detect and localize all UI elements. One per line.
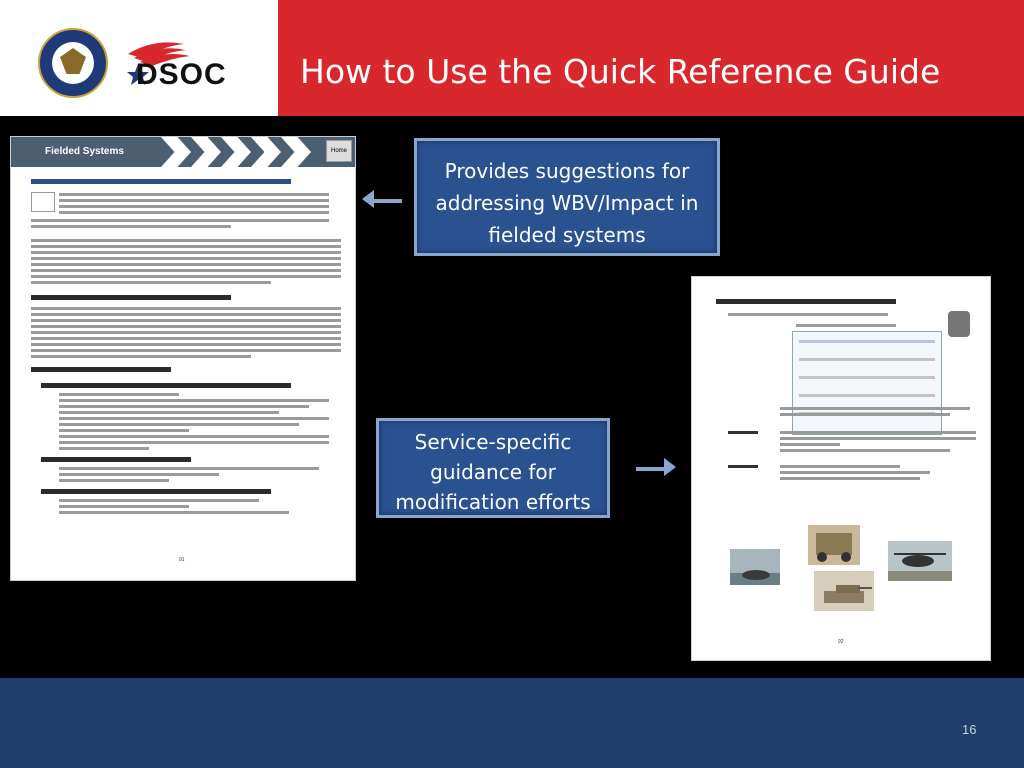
bullet-line [59,423,299,426]
chevron-icon [251,137,281,167]
section-heading [41,457,191,462]
bullet-line [59,511,289,514]
section-heading [41,489,271,494]
section-heading [716,299,896,304]
text-line [31,269,341,272]
footer-bar [0,678,1024,768]
text-line [31,251,341,254]
text-line [728,313,888,316]
banner-title: Fielded Systems [45,146,124,157]
chevron-icon [281,137,311,167]
chevron-icon [191,137,221,167]
arrow-left-head-icon [362,190,374,208]
table-row [799,394,935,397]
bullet-line [59,429,189,432]
helicopter-photo-icon [888,541,952,581]
boat-photo-icon [730,549,780,585]
text-line [31,239,341,242]
seat-image-icon [948,311,970,337]
text-line [31,281,271,284]
text-line [780,437,976,440]
page-number: 91 [179,557,185,563]
text-line [780,477,920,480]
arrow-left-icon [370,199,402,203]
text-line [31,275,341,278]
bullet-line [59,479,169,482]
page-title: How to Use the Quick Reference Guide [300,52,941,91]
bullet-line [59,435,329,438]
bullet-line [59,411,279,414]
home-button[interactable]: Home [326,140,352,162]
bullet-line [59,467,319,470]
tank-photo-icon [814,571,874,611]
modification-table [792,331,942,435]
dsoc-logo-text: DSOC [136,58,227,91]
arrow-right-head-icon [664,458,676,476]
header-logo-area [0,0,278,116]
slide-number: 16 [962,722,977,737]
text-line [31,245,341,248]
bullet-line [59,499,259,502]
text-line [780,465,900,468]
text-line [31,331,341,334]
text-line [59,205,329,208]
text-line [31,337,341,340]
text-line [780,413,950,416]
text-line [31,307,341,310]
signal-thumbnail-icon [31,192,55,212]
text-line [31,257,341,260]
armored-vehicle-photo-icon [808,525,860,565]
text-line [31,219,329,222]
text-line [31,313,341,316]
section-heading [31,295,231,300]
text-line [780,471,930,474]
text-line [31,325,341,328]
text-line [31,355,251,358]
bullet-line [59,417,329,420]
table-row [799,358,935,361]
bullet-line [59,447,149,450]
section-heading [31,367,171,372]
service-specific-page-thumbnail [692,277,990,660]
fielded-systems-page-thumbnail [11,137,355,580]
bullet-line [59,405,309,408]
bullet-line [59,393,179,396]
bullet-label [728,465,758,468]
bullet-label [728,431,758,434]
section-heading [31,179,291,184]
text-line [59,199,329,202]
text-line [780,407,970,410]
bullet-line [59,441,329,444]
section-heading [41,383,291,388]
text-line [31,343,341,346]
text-line [59,211,329,214]
table-row [799,340,935,343]
page-number: 92 [838,639,844,645]
dod-seal-icon [38,28,108,98]
text-line [31,263,341,266]
callout-service-guidance: Service-specific guidance for modification efforts [376,418,610,518]
text-line [780,443,840,446]
text-line [796,324,896,327]
table-row [799,376,935,379]
chevron-icon [221,137,251,167]
text-line [59,193,329,196]
text-line [780,431,976,434]
text-line [31,225,231,228]
text-line [31,349,341,352]
callout-fielded-suggestions: Provides suggestions for addressing WBV/Impact in fielded systems [414,138,720,256]
bullet-line [59,505,189,508]
text-line [31,319,341,322]
bullet-line [59,399,329,402]
text-line [780,449,950,452]
document-banner [11,137,355,167]
chevron-icon [161,137,191,167]
bullet-line [59,473,219,476]
